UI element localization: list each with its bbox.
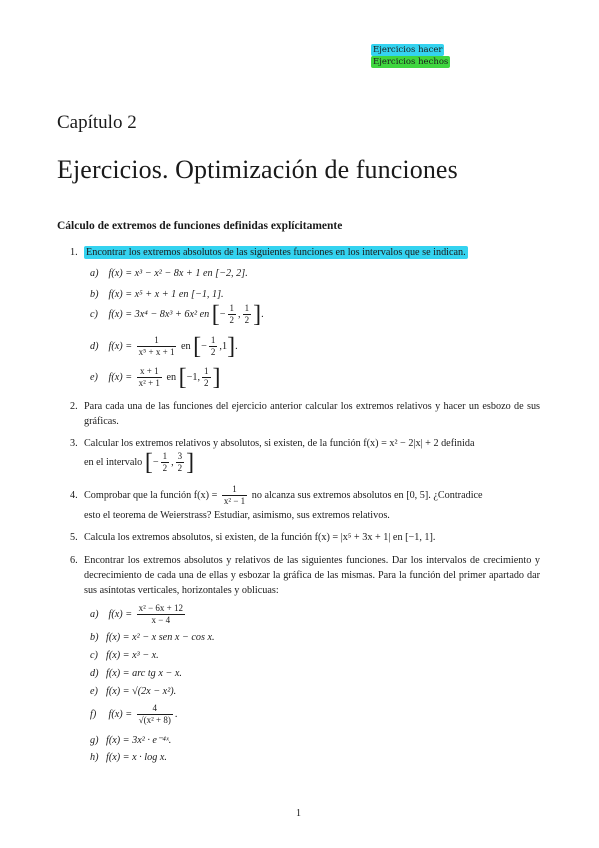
page-number: 1 <box>296 808 301 819</box>
exercise-6-h: h) f(x) = x · log x. <box>90 752 167 763</box>
exercise-1-d: d) f(x) = $\frac{1}{\text{x⁵ + x + 1}}$ en [− $\frac{1}{2}$ ,1]. <box>90 333 238 360</box>
exercise-1-b: b) f(x) = x⁵ + x + 1 en [−1, 1]. <box>90 289 224 300</box>
chapter-heading: Capítulo 2 <box>57 112 137 133</box>
chapter-title: Ejercicios. Optimización de funciones <box>57 155 458 184</box>
exercise-6-c: c) f(x) = x³ − x. <box>90 650 159 661</box>
exercise-4-line2: esto el teorema de Weierstrass? Estudiar, asimismo, sus extremos relativos. <box>84 510 390 521</box>
exercise-1-text: Encontrar los extremos absolutos de las siguientes funciones en los intervalos que se indican. <box>86 247 466 258</box>
exercise-6-a: a) f(x) = $\frac{\text{x² − 6x + 12}}{x - 4}$ <box>90 603 184 625</box>
exercise-1-e: e) f(x) = $\frac{x + 1}{\text{x² + 1}}$ en [−1, $\frac{1}{2}$ ] <box>90 364 221 391</box>
exercise-6-e: e) f(x) = √(2x − x²). <box>90 686 177 697</box>
legend-hechos: Ejercicios hechos <box>373 57 449 67</box>
exercise-1-a: a) f(x) = x³ − x² − 8x + 1 en [−2, 2]. <box>90 268 248 279</box>
exercise-1-c: c) f(x) = 3x⁴ − 8x³ + 6x² en [− $\frac{1}{2}$ , $\frac{1}{2}$ ]. <box>90 301 264 328</box>
exercise-4: 4. Comprobar que la función f(x) = $\frac{1}{\text{x² − 1}}$ no alcanza sus extremos absolutos en [0, 5]. ¿Contradice <box>70 484 483 506</box>
exercise-number: 1. <box>70 247 78 258</box>
section-heading: Cálculo de extremos de funciones definidas explícitamente <box>57 220 343 232</box>
exercise-2-text: Para cada una de las funciones del ejercicio anterior calcular los extremos relativos y hacer un esbozo de sus gráficas. <box>84 401 540 427</box>
exercise-3-text: Calcular los extremos relativos y absolutos, si existen, de la función f(x) = x² − 2|x| + 2 definida <box>84 438 475 449</box>
exercise-6-b: b) f(x) = x² − x sen x − cos x. <box>90 632 215 643</box>
exercise-6-f: f) f(x) = $\frac{4}{\text{√(x² + 8)}}$ . <box>90 703 178 725</box>
legend-hacer: Ejercicios hacer <box>373 45 443 55</box>
exercise-6-g: g) f(x) = 3x² · e⁻⁴ˣ. <box>90 735 172 746</box>
legend <box>371 44 450 68</box>
exercise-5-text: Calcula los extremos absolutos, si existen, de la función f(x) = |x⁵ + 3x + 1| en [−1, 1]. <box>84 532 436 543</box>
exercise-3-interval: en el intervalo [− $\frac{1}{2}$ , $\frac{3}{2}$ ] <box>84 449 195 476</box>
exercise-6-text: Encontrar los extremos absolutos y relativos de las siguientes funciones. Dar los intervalos de crecimiento y decrecimiento de cada una de ellas y esbozar la gráfica de las mismas. Para la función del primer apartado dar sus asíntotas verticales, horizontales y oblicuas: <box>84 555 540 596</box>
exercise-6-d: d) f(x) = arc tg x − x. <box>90 668 182 679</box>
document-page: Ejercicios hacer Ejercicios hechos Capítulo 2 Ejercicios. Optimización de funciones Cálculo de extremos de funciones definidas explícitamente 1. Encontrar los extremos absolutos de las siguientes funciones en los intervalos que se indican. a) f(x) = x³ − x² − 8x + 1 en [−2, 2]. b) f(x) = x⁵ + x + 1 en [−1, 1]. c) f(x) = 3x⁴ − 8x³ + 6x² en [− $\frac{1}{2}$ , $\frac{1}{2}$ ]. d) f(x) = $\frac{1}{\text{x⁵ + x + 1}}$ en [− $\frac{1}{2}$ ,1]. e) f(x) = $\frac{x + 1}{\text{x² + 1}}$ en [−1, $\frac{1}{2}$ ] 2. Para cada una de las funciones del ejercicio anterior calcular los extremos relativos y hacer un esbozo de sus gráficas. 3. Calcular los extremos relativos y absolutos, si existen, de la función f(x) = x² − 2|x| + 2 definida en el intervalo [− $\frac{1}{2}$ , $\frac{3}{2}$ ] 4. Comprobar que la función f(x) = $\frac{1}{\text{x² − 1}}$ no alcanza sus extremos absolutos en [0, 5]. ¿Contradice esto el teorema de Weierstrass? Estudiar, asimismo, sus extremos relativos. 5. Calcula los extremos absolutos, si existen, de la función f(x) = |x⁵ + 3x + 1| en [−1, 1]. 6. Encontrar los extremos absolutos y relativos de las siguientes funciones. Dar los intervalos de crecimiento y decrecimiento de cada una de ellas y esbozar la gráfica de las mismas. Para la función del primer apartado dar sus asíntotas verticales, horizontales y oblicuas: a) f(x) = $\frac{\text{x² − 6x + 12}}{x - 4}$ b) f(x) = x² − x sen x − cos x. c) f(x) = x³ − x. d) f(x) = arc tg x − x. e) f(x) = √(2x − x²). f) f(x) = $\frac{4}{\text{√(x² + 8)}}$ . g) f(x) = 3x² · e⁻⁴ˣ. h) f(x) = x · log x. 1 <box>0 0 599 848</box>
